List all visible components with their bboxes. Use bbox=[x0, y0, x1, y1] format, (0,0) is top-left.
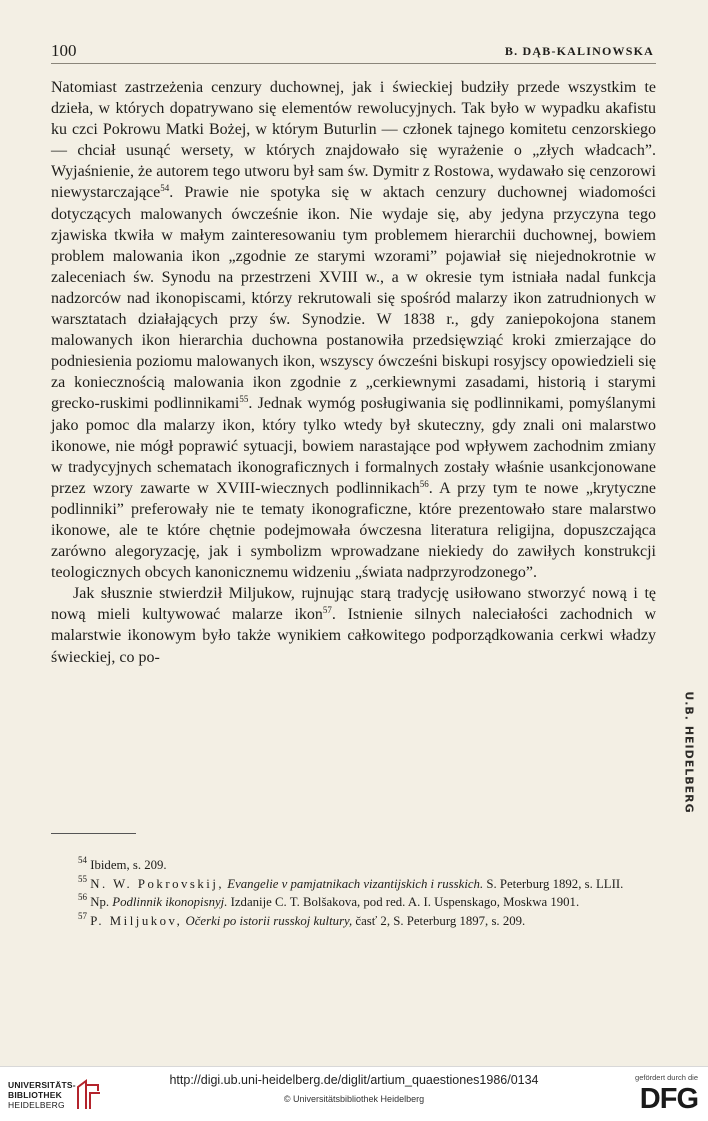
p2-text-2: . Istnienie silnych naleciałości zachodnich w malarstwie ikonowym było także wynikiem całkowitego podporządkowania cerkwi władzy świeckiej, co po- bbox=[51, 606, 657, 666]
page-number: 100 bbox=[51, 41, 77, 60]
copyright-notice: © Universitätsbibliothek Heidelberg bbox=[283, 1094, 425, 1104]
footnote-54 bbox=[51, 856, 656, 875]
footnote-author: P. Miljukov, bbox=[90, 913, 183, 928]
permalink-url[interactable]: http://digi.ub.uni-heidelberg.de/diglit/artium_quaestiones1986/0134 bbox=[169, 1073, 539, 1087]
library-stamp bbox=[672, 688, 706, 828]
footnote-ref-54[interactable]: 54 bbox=[160, 183, 170, 194]
viewer-footer bbox=[0, 1066, 708, 1121]
paragraph-2 bbox=[51, 583, 656, 667]
footnote-ref-55[interactable]: 55 bbox=[239, 394, 249, 405]
paragraph-1 bbox=[51, 77, 656, 583]
footnote-prefix: Np. bbox=[90, 895, 110, 910]
footnote-56 bbox=[51, 893, 656, 912]
footnote-number: 54 bbox=[78, 855, 87, 865]
body-text bbox=[51, 77, 656, 668]
library-name-line-2: BIBLIOTHEK bbox=[8, 1090, 62, 1100]
page-header bbox=[51, 41, 656, 64]
footnote-57 bbox=[51, 912, 656, 931]
footnote-text: časť 2, S. Peterburg 1897, s. 209. bbox=[355, 913, 526, 928]
p1-text-3: . Jednak wymóg posługiwania się podlinnikami, pomyślanymi jako pomoc dla malarzy ikon, który tylko wtedy był skuteczny, gdy znali oni malarstwo ikonowe, nie mógł poprawić sytuacji, bowiem narastające pod wpływem zachodnim zmiany w tradycyjnych schematach ikonograficznych i formalnych zostały właśnie usankcjonowane przez wzory zawarte w XVIII-wiecznych podlinnikach bbox=[51, 395, 656, 497]
footnote-title: Evangelie v pamjatnikach vizantijskich i russkich. bbox=[227, 876, 484, 891]
library-name-line-1: UNIVERSITÄTS- bbox=[8, 1080, 76, 1090]
p2-text-1: Jak słusznie stwierdził Miljukow, rujnując starą tradycję usiłowano stworzyć nową i tę nową mieli kultywować malarze ikon bbox=[51, 585, 656, 624]
p1-text-1: Natomiast zastrzeżenia cenzury duchownej, jak i świeckiej budziły przede wszystkim te dzieła, w których dopatrywano się elementów rewolucyjnych. Tak było w wypadku akafistu ku czci Pokrowu Matki Bożej, w którym Buturlin — członek tajnego komitetu cenzorskiego — chciał usunąć wersety, w których znajdowało się wyrażenie o „złych władcach”. Wyjaśnienie, że autorem tego utworu był sam św. Dymitr z Rostowa, wydawało się cenzorowi niewystarczające bbox=[51, 79, 656, 202]
footnote-text: Ibidem, s. 209. bbox=[90, 858, 167, 872]
footnote-number: 55 bbox=[78, 873, 87, 884]
library-stamp-text: U.B. HEIDELBERG bbox=[682, 691, 696, 814]
footnote-separator bbox=[51, 833, 136, 834]
p1-text-2: . Prawie nie spotyka się w aktach cenzury duchownej wiadomości dotyczących malowanych ówcześnie ikon. Nie wydaje się, aby jedyna przyczyna tego zjawiska tkwiła w małym zainteresowaniu tym problemem hierarchii duchownej, bowiem problem malowania ikon „zgodnie ze starymi wzorami” pojawiał się niejednokrotnie w zaleceniach św. Synodu na przestrzeni XVIII w., a w okresie tym istniała nadal funkcja nadzorców nad ikonopiscami, którzy rekrutowali się spośród malarzy ikon zatrudnionych w warsztatach działających przy św. Synodzie. W 1838 r., gdy zaniepokojona stanem malowanych ikon hierarchia duchowna postanowiła przedsięwziąć kroki zmierzające do podniesienia poziomu malowanych ikon, wszyscy ówcześni biskupi rosyjscy opowiedzieli się za koniecznością malowania ikon zgodnie z „cerkiewnymi zasadami, historią i starymi grecko-ruskimi podlinnikami bbox=[51, 184, 656, 413]
footnote-title: Podlinnik ikonopisnyj. bbox=[112, 895, 228, 910]
library-name-line-3: HEIDELBERG bbox=[8, 1100, 65, 1110]
funding-label: gefördert durch die bbox=[635, 1073, 698, 1082]
footnote-55 bbox=[51, 875, 656, 894]
footnote-number: 57 bbox=[78, 910, 87, 921]
footnote-ref-57[interactable]: 57 bbox=[322, 605, 332, 616]
p1-text-4: . A przy tym te nowe „krytyczne podlinniki” preferowały nie te tematy ikonograficzne, które prezentowało stare malarstwo ikonowe, ale te które chętnie podejmowała ówczesna literatura religijna, dopuszczająca zarówno alegoryzację, jak i symbolizm wprowadzane niekiedy do zawiłych konstrukcji teologicznych obcych kanonicznemu widzeniu „świata nadprzyrodzonego”. bbox=[51, 479, 656, 582]
footnote-author: N. W. Pokrovskij, bbox=[90, 876, 225, 891]
footnotes bbox=[51, 856, 656, 930]
footnote-ref-56[interactable]: 56 bbox=[419, 478, 429, 489]
footnote-number: 56 bbox=[78, 892, 87, 903]
footnote-text: S. Peterburg 1892, s. LLII. bbox=[486, 876, 624, 891]
running-head-author: B. DĄB-KALINOWSKA bbox=[504, 44, 654, 58]
dfg-logo-text: DFG bbox=[639, 1083, 698, 1115]
dfg-funding-logo[interactable] bbox=[628, 1073, 698, 1117]
footnote-text: Izdanije C. T. Bolšakova, pod red. A. I. Uspenskago, Moskwa 1901. bbox=[230, 895, 580, 910]
footnote-title: Očerki po istorii russkoj kultury, bbox=[185, 913, 353, 928]
